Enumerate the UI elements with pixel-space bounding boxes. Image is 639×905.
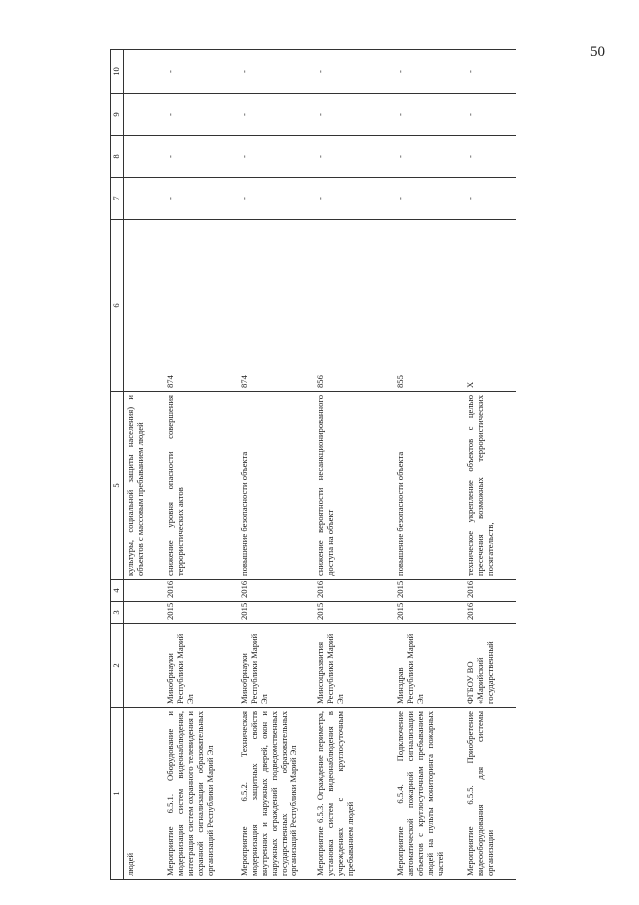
measure-name: Мероприятие 6.5.2. Техническая модернизация защитных свойств внутренних и наружных дверей, окон и наружных ограждений подведомственных государственных образовательных организаций Республики Марий Эл bbox=[238, 708, 314, 880]
executor bbox=[124, 624, 165, 708]
header-cell: 9 bbox=[111, 94, 124, 136]
measure-name: Мероприятие 6.5.3. Ограждение периметра, установка систем видеонаблюдения в учреждениях с круглосуточным пребыванием людей bbox=[314, 708, 394, 880]
value-10: - bbox=[164, 50, 238, 94]
indicator: Х bbox=[464, 220, 516, 392]
start-year: 2015 bbox=[238, 602, 314, 624]
measure-name: Мероприятие 6.5.4. Подключение автоматической пожарной сигнализации объектов с круглосуточным пребыванием людей на пульты мониторинга пожарных частей bbox=[394, 708, 464, 880]
expected-result: повышение безопасности объекта bbox=[394, 392, 464, 580]
value-9: - bbox=[238, 94, 314, 136]
header-cell: 3 bbox=[111, 602, 124, 624]
end-year: 2016 bbox=[164, 580, 238, 602]
expected-result: техническое укрепление объектов с целью пресечения возможных террористических посягательств, bbox=[464, 392, 516, 580]
page-number: 50 bbox=[590, 44, 605, 60]
header-cell: 1 bbox=[111, 708, 124, 880]
indicator: 874 bbox=[238, 220, 314, 392]
landscape-sheet bbox=[110, 50, 530, 880]
value-10 bbox=[124, 50, 165, 94]
executor: Минздрав Республики Марий Эл bbox=[394, 624, 464, 708]
end-year: 2015 bbox=[394, 580, 464, 602]
value-7 bbox=[124, 178, 165, 220]
start-year: 2015 bbox=[164, 602, 238, 624]
indicator: 856 bbox=[314, 220, 394, 392]
start-year: 2015 bbox=[394, 602, 464, 624]
measure-name: Мероприятие 6.5.5. Приобретение видеооборудования для системы организации bbox=[464, 708, 516, 880]
value-10: - bbox=[238, 50, 314, 94]
value-9: - bbox=[394, 94, 464, 136]
executor: Минсоцразвития Республики Марий Эл bbox=[314, 624, 394, 708]
expected-result: культуры, социальной защиты населения) и объектов с массовым пребыванием людей bbox=[124, 392, 165, 580]
value-7: - bbox=[314, 178, 394, 220]
indicator: 855 bbox=[394, 220, 464, 392]
table-row bbox=[164, 50, 238, 880]
table-row bbox=[464, 50, 516, 880]
end-year: 2016 bbox=[464, 580, 516, 602]
table-row bbox=[124, 50, 165, 880]
table-row bbox=[238, 50, 314, 880]
indicator bbox=[124, 220, 165, 392]
value-8: - bbox=[394, 136, 464, 178]
expected-result: снижение уровня опасности совершения террористических актов bbox=[164, 392, 238, 580]
header-cell: 2 bbox=[111, 624, 124, 708]
header-cell: 7 bbox=[111, 178, 124, 220]
header-cell: 4 bbox=[111, 580, 124, 602]
value-8: - bbox=[464, 136, 516, 178]
value-10: - bbox=[314, 50, 394, 94]
end-year: 2016 bbox=[314, 580, 394, 602]
program-table bbox=[110, 49, 516, 880]
measure-name: людей bbox=[124, 708, 165, 880]
executor: Минобрнауки Республики Марий Эл bbox=[238, 624, 314, 708]
end-year bbox=[124, 580, 165, 602]
value-8: - bbox=[314, 136, 394, 178]
start-year: 2016 bbox=[464, 602, 516, 624]
table-row bbox=[394, 50, 464, 880]
start-year bbox=[124, 602, 165, 624]
value-9 bbox=[124, 94, 165, 136]
value-8: - bbox=[164, 136, 238, 178]
expected-result: повышение безопасности объекта bbox=[238, 392, 314, 580]
header-row bbox=[111, 50, 124, 880]
value-7: - bbox=[464, 178, 516, 220]
header-cell: 6 bbox=[111, 220, 124, 392]
indicator: 874 bbox=[164, 220, 238, 392]
header-cell: 8 bbox=[111, 136, 124, 178]
value-7: - bbox=[394, 178, 464, 220]
measure-name: Мероприятие 6.5.1. Оборудование и модернизация систем видеонаблюдения, интеграция систем охранного телевидения и охранной сигнализации образовательных организаций Республики Марий Эл bbox=[164, 708, 238, 880]
start-year: 2015 bbox=[314, 602, 394, 624]
value-9: - bbox=[164, 94, 238, 136]
expected-result: снижение вероятности несанкционированного доступа на объект bbox=[314, 392, 394, 580]
end-year: 2016 bbox=[238, 580, 314, 602]
table-row bbox=[314, 50, 394, 880]
header-cell: 10 bbox=[111, 50, 124, 94]
value-7: - bbox=[238, 178, 314, 220]
value-9: - bbox=[464, 94, 516, 136]
value-8: - bbox=[238, 136, 314, 178]
value-9: - bbox=[314, 94, 394, 136]
executor: Минобрнауки Республики Марий Эл bbox=[164, 624, 238, 708]
value-10: - bbox=[464, 50, 516, 94]
header-cell: 5 bbox=[111, 392, 124, 580]
value-8 bbox=[124, 136, 165, 178]
executor: ФГБОУ ВО «Марийский государственный bbox=[464, 624, 516, 708]
value-7: - bbox=[164, 178, 238, 220]
value-10: - bbox=[394, 50, 464, 94]
